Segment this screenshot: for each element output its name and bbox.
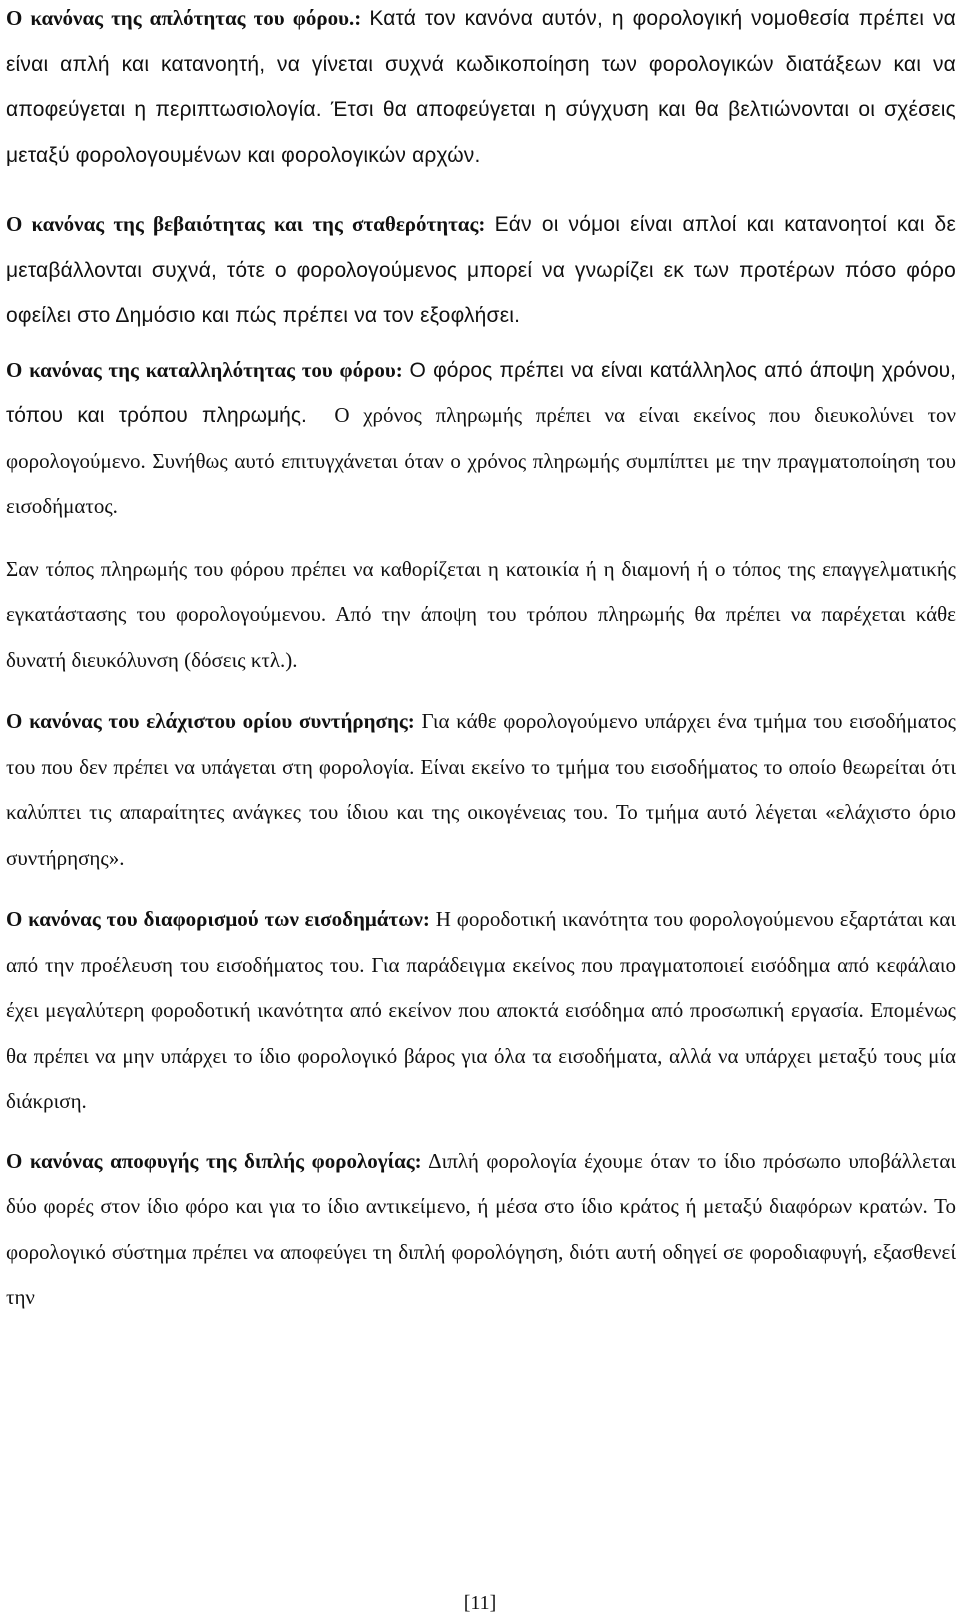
paragraph-heading: Ο κανόνας της βεβαιότητας και της σταθερότητας: xyxy=(6,212,486,236)
paragraph-text: Κατά τον κανόνα αυτόν, η φορολογική νομοθεσία πρέπει να είναι απλή και κατανοητή, να γίνεται συχνά κωδικοποίηση των φορολογικών διατάξεων και να αποφεύγεται η περιπτωσιολογία. Έτσι θα αποφεύγεται η σύγχυση και θα βελτιώνονται οι σχέσεις μεταξύ φορολογουμένων και φορολογικών αρχών. xyxy=(6,7,957,167)
page-number: [11] xyxy=(463,1592,497,1614)
paragraph-heading: Ο κανόνας αποφυγής της διπλής φορολογίας: xyxy=(6,1148,422,1173)
paragraph-minimum-subsistence-rule xyxy=(6,699,956,881)
paragraph-double-taxation-rule xyxy=(6,1139,956,1321)
paragraph-text: Η φοροδοτική ικανότητα του φορολογούμενου εξαρτάται και από την προέλευση του εισοδήματος του. Για παράδειγμα εκείνος που πραγματοποιεί εισόδημα από κεφάλαιο έχει μεγαλύτερη φοροδοτική ικανότητα από εκείνον που αποκτά εισόδημα από προσωπική εργασία. Επομένως θα πρέπει να μην υπάρχει το ίδιο φορολογικό βάρος για όλα τα εισοδήματα, αλλά να υπάρχει μεταξύ τους μία διάκριση. xyxy=(6,907,957,1113)
paragraph-heading: Ο κανόνας του διαφορισμού των εισοδημάτων: xyxy=(6,907,430,931)
paragraph-text-continued: Ο χρόνος πληρωμής πρέπει να είναι εκείνος που διευκολύνει τον φορολογούμενο. Συνήθως αυτό επιτυγχάνεται όταν ο χρόνος πληρωμής συμπίπτει με την πραγματοποίηση του εισοδήματος. xyxy=(6,403,957,518)
paragraph-text: Εάν οι νόμοι είναι απλοί και κατανοητοί και δε μεταβάλλονται συχνά, τότε ο φορολογούμενος μπορεί να γνωρίζει εκ των προτέρων πόσο φόρο οφείλει στο Δημόσιο και πώς πρέπει να τον εξοφλήσει. xyxy=(6,213,957,327)
paragraph-income-differentiation-rule xyxy=(6,897,956,1125)
paragraph-text: Για κάθε φορολογούμενο υπάρχει ένα τμήμα του εισοδήματος του που δεν πρέπει να υπάγεται στη φορολογία. Είναι εκείνο το τμήμα του εισοδήματος το οποίο θεωρείται ότι καλύπτει τις απαραίτητες ανάγκες του ίδιου και της οικογένειας του. Το τμήμα αυτό λέγεται «ελάχιστο όριο συντήρησης». xyxy=(6,709,956,870)
document-page xyxy=(6,0,956,1321)
paragraph-heading: Ο κανόνας της καταλληλότητας του φόρου: xyxy=(6,357,403,382)
paragraph-heading: Ο κανόνας του ελάχιστου ορίου συντήρησης: xyxy=(6,709,415,733)
paragraph-certainty-rule xyxy=(6,202,956,339)
paragraph-suitability-rule xyxy=(6,348,956,530)
paragraph-heading: Ο κανόνας της απλότητας του φόρου.: xyxy=(6,6,362,30)
paragraph-text: Σαν τόπος πληρωμής του φόρου πρέπει να καθορίζεται η κατοικία ή η διαμονή ή ο τόπος της επαγγελματικής εγκατάστασης του φορολογούμενου. Από την άποψη του τρόπου πληρωμής θα πρέπει να παρέχεται κάθε δυνατή διευκόλυνση (δόσεις κτλ.). xyxy=(6,556,956,672)
paragraph-text: Ο φόρος πρέπει να είναι κατάλληλος από άποψη χρόνου, τόπου και τρόπου πληρωμής. xyxy=(6,358,957,427)
paragraph-simplicity-rule xyxy=(6,0,956,178)
paragraph-place-of-payment xyxy=(6,547,956,684)
paragraph-text: Διπλή φορολογία έχουμε όταν το ίδιο πρόσωπο υποβάλλεται δύο φορές στον ίδιο φόρο και για το ίδιο αντικείμενο, ή μέσα στο ίδιο κράτος ή μεταξύ διαφόρων κρατών. Το φορολογικό σύστημα πρέπει να αποφεύγει τη διπλή φορολόγηση, διότι αυτή οδηγεί σε φοροδιαφυγή, εξασθενεί την xyxy=(6,1148,956,1309)
